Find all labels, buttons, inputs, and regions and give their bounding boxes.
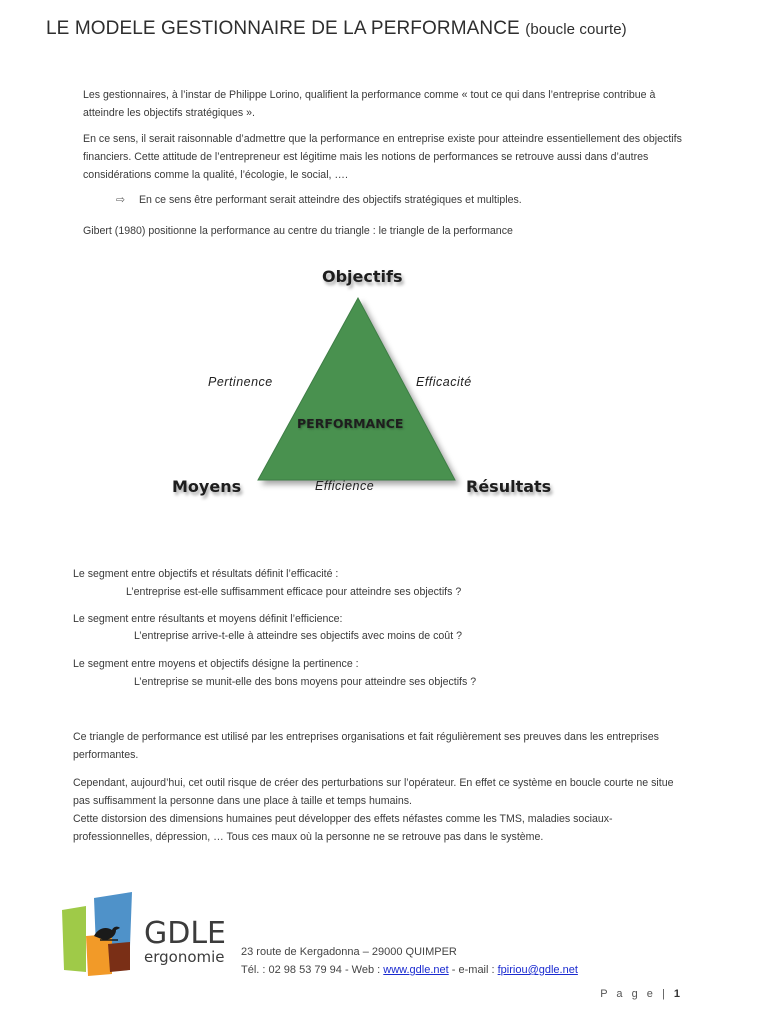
company-logo: [60, 890, 140, 978]
website-link[interactable]: www.gdle.net: [383, 964, 449, 976]
vertex-label-left: Moyens: [172, 477, 242, 496]
segment-2-question: L’entreprise arrive-t-elle à atteindre ses objectifs avec moins de coût ?: [134, 630, 462, 642]
intro-paragraph-3: En ce sens être performant serait atteindre des objectifs stratégiques et multiples.: [138, 194, 522, 206]
title-subtitle: (boucle courte): [525, 21, 627, 38]
segment-3-heading: Le segment entre moyens et objectifs désigne la pertinence :: [73, 658, 359, 670]
footer-email-label: - e-mail :: [448, 964, 498, 976]
page-label: P a g e |: [600, 988, 668, 1000]
vertex-label-top: Objectifs: [322, 267, 403, 286]
segment-2-heading: Le segment entre résultants et moyens définit l’efficience:: [73, 613, 343, 625]
side-label-left: Pertinence: [208, 375, 273, 389]
intro-paragraph-4: Gibert (1980) positionne la performance au centre du triangle : le triangle de la performance: [83, 225, 513, 237]
side-label-bottom: Efficience: [315, 479, 375, 493]
center-label: PERFORMANCE: [297, 416, 404, 431]
segment-1-heading: Le segment entre objectifs et résultats définit l’efficacité :: [73, 568, 339, 580]
title-main: LE MODELE GESTIONNAIRE DE LA PERFORMANCE: [46, 18, 520, 39]
footer-address: 23 route de Kergadonna – 29000 QUIMPER: [241, 946, 457, 958]
footer-tel: Tél. : 02 98 53 79 94 - Web :: [241, 964, 384, 976]
segment-1-question: L’entreprise est-elle suffisamment efficace pour atteindre ses objectifs ?: [126, 586, 462, 598]
conclusion-paragraph-2b: Cette distorsion des dimensions humaines peut développer des effets néfastes comme les TMS, maladies sociaux-professionnelles, dépression, … Tous ces maux où la personne ne se retrouve pas dans le système.: [73, 813, 613, 843]
page-number-value: 1: [673, 988, 680, 1000]
conclusion-paragraph-2: [73, 774, 678, 846]
email-link[interactable]: fpiriou@gdle.net: [497, 964, 578, 976]
vertex-label-right: Résultats: [466, 477, 552, 496]
logo-name: GDLE: [144, 916, 227, 951]
logo-tagline: ergonomie: [144, 948, 225, 966]
side-label-right: Efficacité: [416, 375, 472, 389]
arrow-right-icon: ⇨: [116, 194, 125, 206]
conclusion-paragraph-2a: Cependant, aujourd’hui, cet outil risque de créer des perturbations sur l’opérateur. En effet ce système en boucle courte ne situe pas suffisamment la personne dans une place à taille et temps humains.: [73, 777, 674, 807]
page-number: [600, 988, 680, 1000]
footer-address-block: [241, 943, 578, 979]
intro-paragraph-2: En ce sens, il serait raisonnable d’admettre que la performance en entreprise existe pour atteindre essentiellement des objectifs financiers. Cette attitude de l’entrepreneur est légitime mais les notions de performances se retrouve aussi dans d’autres considérations comme la qualité, l’écologie, le social, ….: [83, 133, 682, 181]
triangle-shape: [258, 298, 455, 480]
conclusion-paragraph-1: Ce triangle de performance est utilisé par les entreprises organisations et fait régulièrement ses preuves dans les entreprises performantes.: [73, 731, 659, 761]
intro-paragraph-1: Les gestionnaires, à l’instar de Philippe Lorino, qualifient la performance comme « tout ce qui dans l’entreprise contribue à atteindre les objectifs stratégiques ».: [83, 89, 656, 119]
segment-3-question: L’entreprise se munit-elle des bons moyens pour atteindre ses objectifs ?: [134, 676, 477, 688]
footer-contact-line: [241, 961, 578, 979]
